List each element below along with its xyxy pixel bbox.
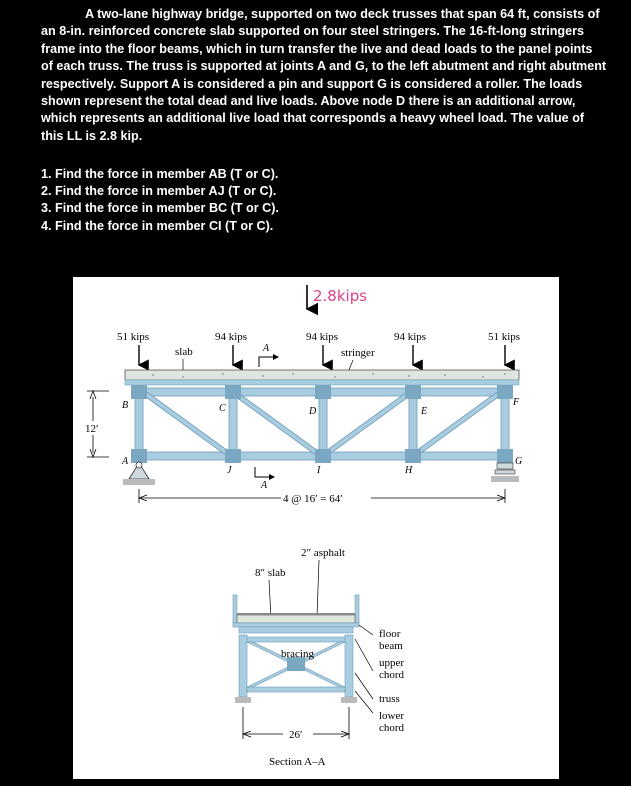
section-width-label: 26′ <box>289 729 303 741</box>
node-label-c: C <box>219 403 226 414</box>
node-label-f: F <box>513 397 520 408</box>
extra-live-load <box>307 285 367 309</box>
node-label-j: J <box>227 465 232 476</box>
question-4: 4. Find the force in member CI (T or C). <box>41 218 274 233</box>
diagonal-ci <box>229 392 325 456</box>
truss-label: truss <box>379 693 400 705</box>
slab-label: slab <box>175 346 193 358</box>
load-label-c: 94 kips <box>215 331 248 343</box>
section-title: Section A–A <box>269 756 326 768</box>
bracing-label: bracing <box>281 648 314 660</box>
section-mark-bottom <box>255 467 275 491</box>
diagonal-ei <box>319 392 415 456</box>
load-label-e: 94 kips <box>394 331 427 343</box>
problem-paragraph: A two-lane highway bridge, supported on two deck trusses that span 64 ft, consists of an 8-in. reinforced concrete slab supported on four steel stringers. The 16-ft-long stringers frame into the floor beams, which in turn transfer the live and dead loads to the panel points of each truss. The truss is supported at joints A and G, to the left abutment and right abutment respectively. Support A is considered a pin and support G is considered a roller. The loads shown represent the total dead and live loads. Above node D there is an additional arrow, which represents an additional live load that corresponds a heavy wheel load. The value of this LL is 2.8 kip. <box>41 7 607 143</box>
svg-text:A: A <box>261 480 268 491</box>
question-1: 1. Find the force in member AB (T or C). <box>41 167 279 181</box>
asphalt-label: 2″ asphalt <box>301 547 345 559</box>
node-label-a: A <box>122 456 129 467</box>
load-label-d: 94 kips <box>306 331 339 343</box>
diagonal-fh <box>409 392 505 456</box>
question-3: 3. Find the force in member BC (T or C). <box>41 201 279 216</box>
section-mark-top <box>259 343 279 367</box>
height-label: 12′ <box>85 423 99 435</box>
floor-beam-label-1: floor <box>379 628 401 640</box>
span-label: 4 @ 16′ = 64′ <box>283 493 343 505</box>
section-slab-label: 8″ slab <box>255 567 286 579</box>
problem-statement <box>41 6 607 145</box>
deck-slab <box>125 370 519 380</box>
node-label-b: B <box>122 400 129 411</box>
node-label-g: G <box>515 456 523 467</box>
question-2: 2. Find the force in member AJ (T or C). <box>41 184 277 199</box>
svg-text:A: A <box>263 343 270 354</box>
lower-chord-label-2: chord <box>379 722 405 734</box>
stringer-label: stringer <box>341 347 375 359</box>
upper-chord-label-1: upper <box>379 657 405 669</box>
node-label-i: I <box>317 465 321 476</box>
stringers <box>125 380 519 385</box>
load-label-f: 51 kips <box>488 331 521 343</box>
floor-beam-label-2: beam <box>379 640 403 652</box>
node-label-e: E <box>421 406 428 417</box>
node-label-d: D <box>309 406 317 417</box>
question-list <box>41 166 279 235</box>
load-arrows <box>139 345 505 365</box>
load-label-b: 51 kips <box>117 331 150 343</box>
diagonal-bj <box>139 392 235 456</box>
truss-figure <box>73 277 559 779</box>
lower-chord-label-1: lower <box>379 710 405 722</box>
node-label-h: H <box>405 465 413 476</box>
extra-load-label: 2.8kips <box>313 287 368 305</box>
upper-chord-label-2: chord <box>379 669 405 681</box>
